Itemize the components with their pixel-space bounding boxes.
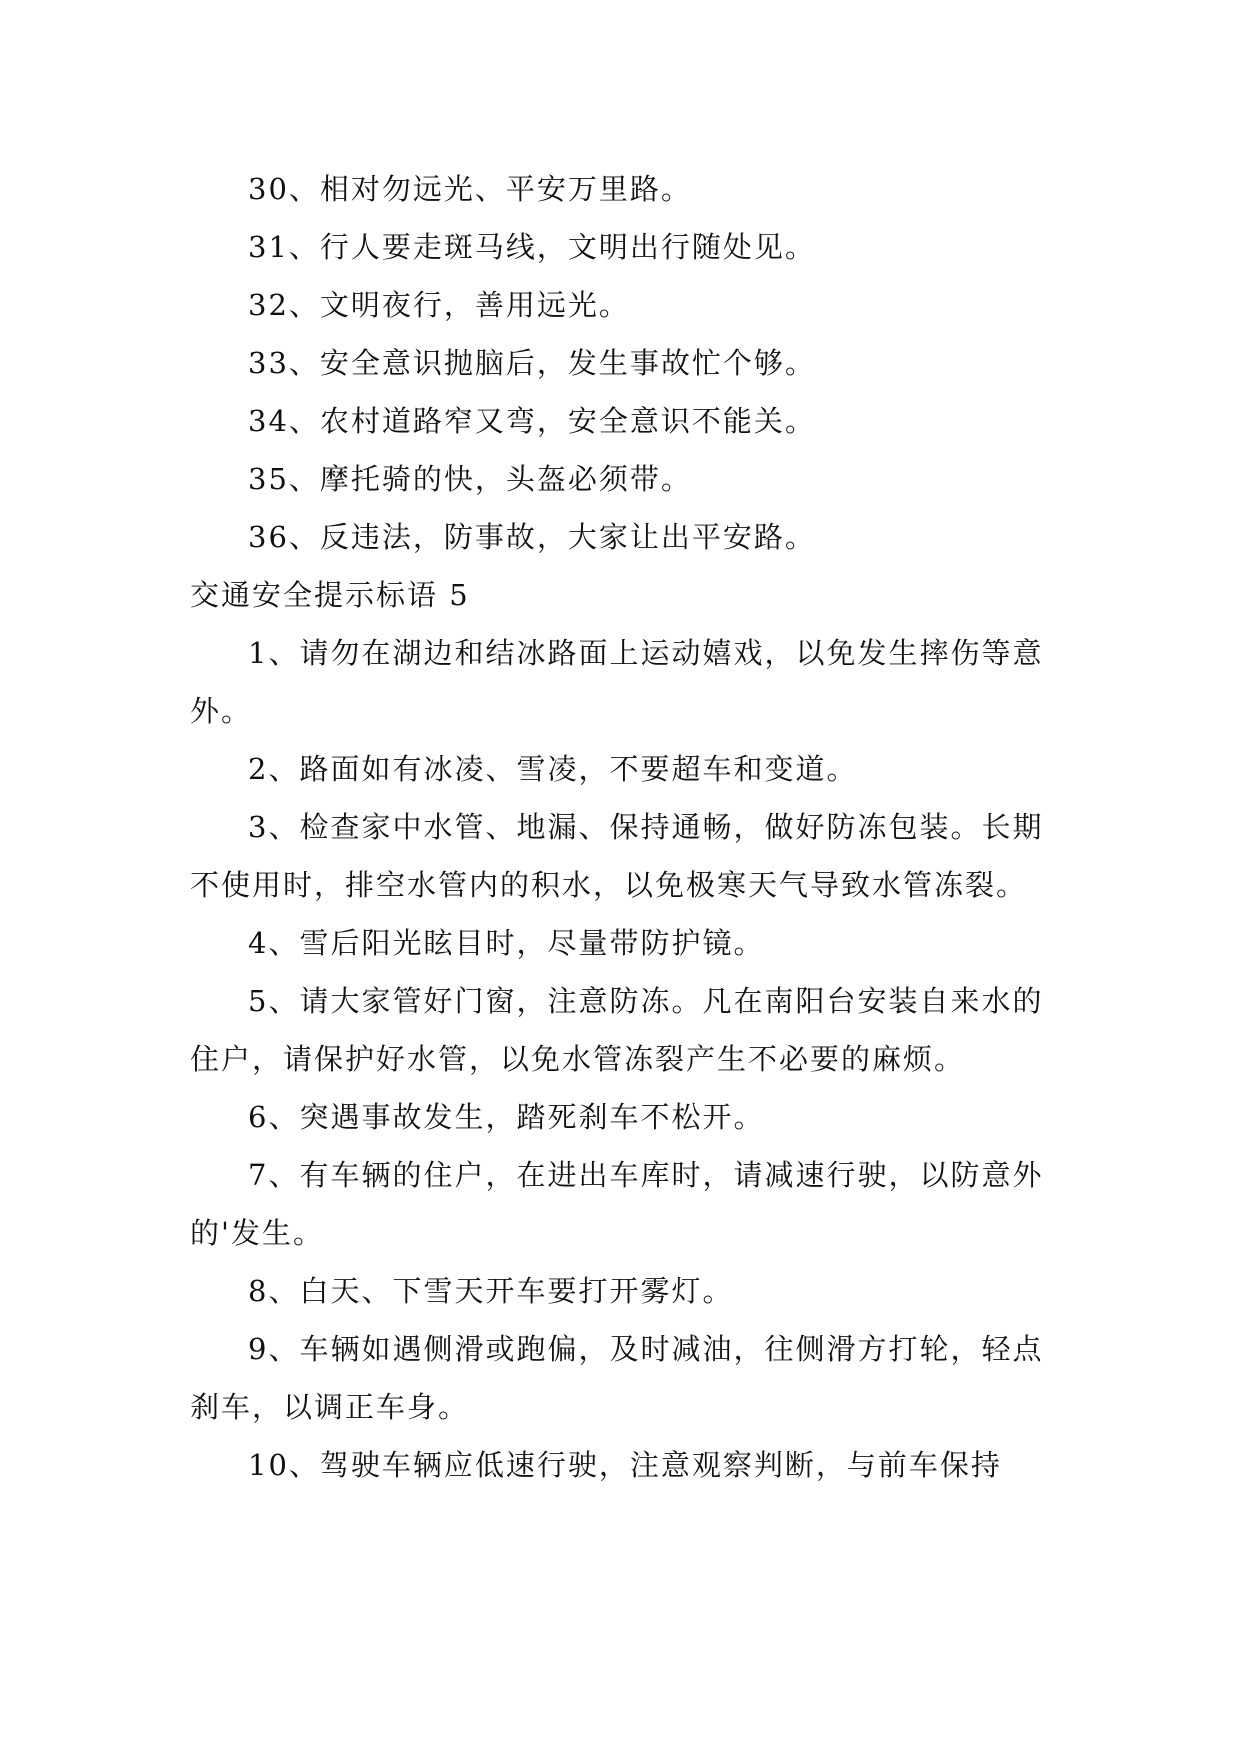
tip-item-9: 9、车辆如遇侧滑或跑偏，及时减油，往侧滑方打轮，轻点刹车，以调正车身。 [190, 1332, 1044, 1424]
tip-item-3: 3、检查家中水管、地漏、保持通畅，做好防冻包装。长期不使用时，排空水管内的积水，以免极寒天气导致水管冻裂。 [190, 810, 1044, 902]
slogan-item-33: 33、安全意识抛脑后，发生事故忙个够。 [248, 346, 816, 380]
slogan-item-36: 36、反违法，防事故，大家让出平安路。 [248, 520, 816, 554]
section-heading: 交通安全提示标语 5 [190, 578, 470, 612]
slogan-item-30: 30、相对勿远光、平安万里路。 [248, 172, 692, 206]
slogan-item-32: 32、文明夜行，善用远光。 [248, 288, 630, 322]
slogan-item-31: 31、行人要走斑马线，文明出行随处见。 [248, 230, 816, 264]
tip-item-4: 4、雪后阳光眩目时，尽量带防护镜。 [248, 926, 765, 960]
tip-item-7: 7、有车辆的住户，在进出车库时，请减速行驶，以防意外的'发生。 [190, 1158, 1044, 1250]
slogan-item-35: 35、摩托骑的快，头盔必须带。 [248, 462, 692, 496]
tip-item-10: 10、驾驶车辆应低速行驶，注意观察判断，与前车保持 [248, 1448, 1002, 1482]
tip-item-8: 8、白天、下雪天开车要打开雾灯。 [248, 1274, 734, 1308]
tip-item-1: 1、请勿在湖边和结冰路面上运动嬉戏，以免发生摔伤等意外。 [190, 636, 1044, 728]
document-body [190, 160, 1050, 1494]
tip-item-6: 6、突遇事故发生，踏死刹车不松开。 [248, 1100, 765, 1134]
slogan-item-34: 34、农村道路窄又弯，安全意识不能关。 [248, 404, 816, 438]
tip-item-5: 5、请大家管好门窗，注意防冻。凡在南阳台安装自来水的住户，请保护好水管，以免水管冻裂产生不必要的麻烦。 [190, 984, 1044, 1076]
tip-item-2: 2、路面如有冰凌、雪凌，不要超车和变道。 [248, 752, 858, 786]
